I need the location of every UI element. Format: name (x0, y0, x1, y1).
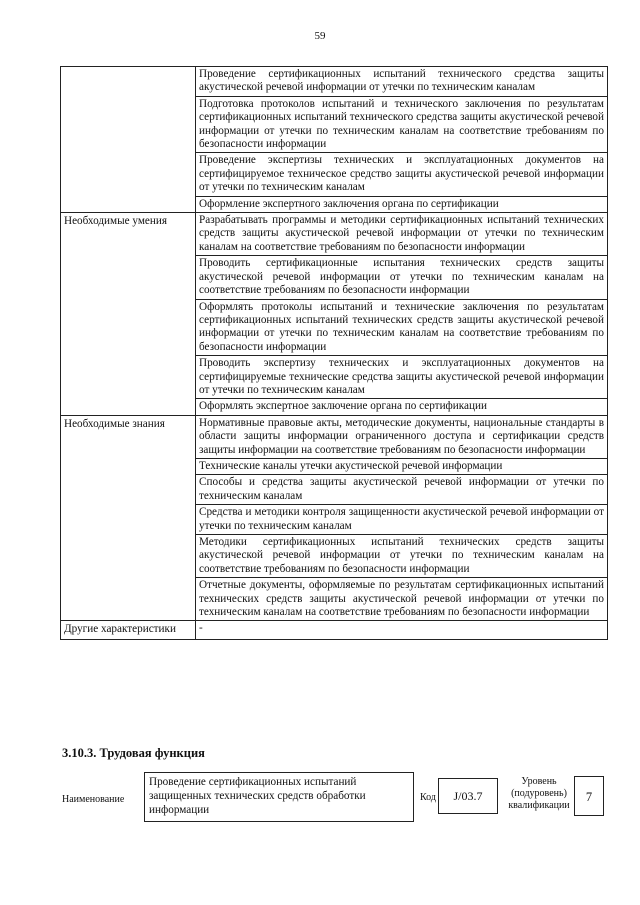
qualification-level-box: 7 (574, 776, 604, 816)
row-item: Технические каналы утечки акустической речевой информации (196, 458, 608, 474)
row-item: Подготовка протоколов испытаний и технического заключения по результатам сертификационных испытаний технического средства защиты акустической речевой информации от утечки по техническим каналам на соответствие требованиям по безопасности информации (196, 96, 608, 153)
table-row (61, 67, 608, 97)
page-number: 59 (314, 30, 326, 42)
table-row (61, 213, 608, 256)
row-item: Методики сертификационных испытаний технических средств защиты акустической речевой информации от утечки по техническим каналам на соответствие требованиям по безопасности информации (196, 535, 608, 578)
row-item: Оформлять протоколы испытаний и технические заключения по результатам сертификационных испытаний технических средств защиты акустической речевой информации от утечки по техническим каналам на соответствие требованиям по безопасности информации (196, 299, 608, 356)
row-item: Разрабатывать программы и методики сертификационных испытаний технических средств защиты акустической речевой информации от утечки по техническим каналам на соответствие требованиям по безопасности информации (196, 213, 608, 256)
row-label: Необходимые умения (61, 213, 196, 416)
table-row (61, 621, 608, 639)
row-item: Способы и средства защиты акустической речевой информации от утечки по техническим каналам (196, 475, 608, 505)
function-name-box: Проведение сертификационных испытаний защищенных технических средств обработки информации (144, 772, 414, 822)
function-code-box: J/03.7 (438, 778, 498, 814)
qualification-level-label: Уровень (подуровень) квалификации (508, 776, 570, 811)
row-label (61, 67, 196, 213)
row-label: Другие характеристики (61, 621, 196, 639)
row-item: - (196, 621, 608, 639)
name-label: Наименование (62, 794, 125, 805)
row-item: Отчетные документы, оформляемые по результатам сертификационных испытаний технических средств защиты акустической речевой информации от утечки по техническим каналам на соответствие требованиям по безопасности информации (196, 578, 608, 621)
row-item: Проводить экспертизу технических и эксплуатационных документов на сертифицируемые технические средства защиты акустической речевой информации от утечки по техническим каналам (196, 356, 608, 399)
row-item: Проведение экспертизы технических и эксплуатационных документов на сертифицируемое техническое средство защиты акустической речевой информации от утечки по техническим каналам (196, 153, 608, 196)
row-item: Проводить сертификационные испытания технических средств защиты акустической речевой информации от утечки по техническим каналам на соответствие требованиям по безопасности информации (196, 256, 608, 299)
code-label: Код (420, 792, 436, 803)
competency-table (60, 66, 608, 640)
row-item: Оформление экспертного заключения органа по сертификации (196, 196, 608, 212)
labor-function-header (62, 772, 610, 826)
row-label: Необходимые знания (61, 415, 196, 621)
row-item: Проведение сертификационных испытаний технического средства защиты акустической речевой информации от утечки по техническим каналам (196, 67, 608, 97)
section-heading: 3.10.3. Трудовая функция (62, 746, 205, 760)
row-item: Оформлять экспертное заключение органа по сертификации (196, 399, 608, 415)
table-row (61, 415, 608, 458)
row-item: Нормативные правовые акты, методические документы, национальные стандарты в области защиты информации ограниченного доступа и сертификации средств защиты информации на соответствие требованиям по безопасности информации (196, 415, 608, 458)
row-item: Средства и методики контроля защищенности акустической речевой информации от утечки по техническим каналам (196, 505, 608, 535)
